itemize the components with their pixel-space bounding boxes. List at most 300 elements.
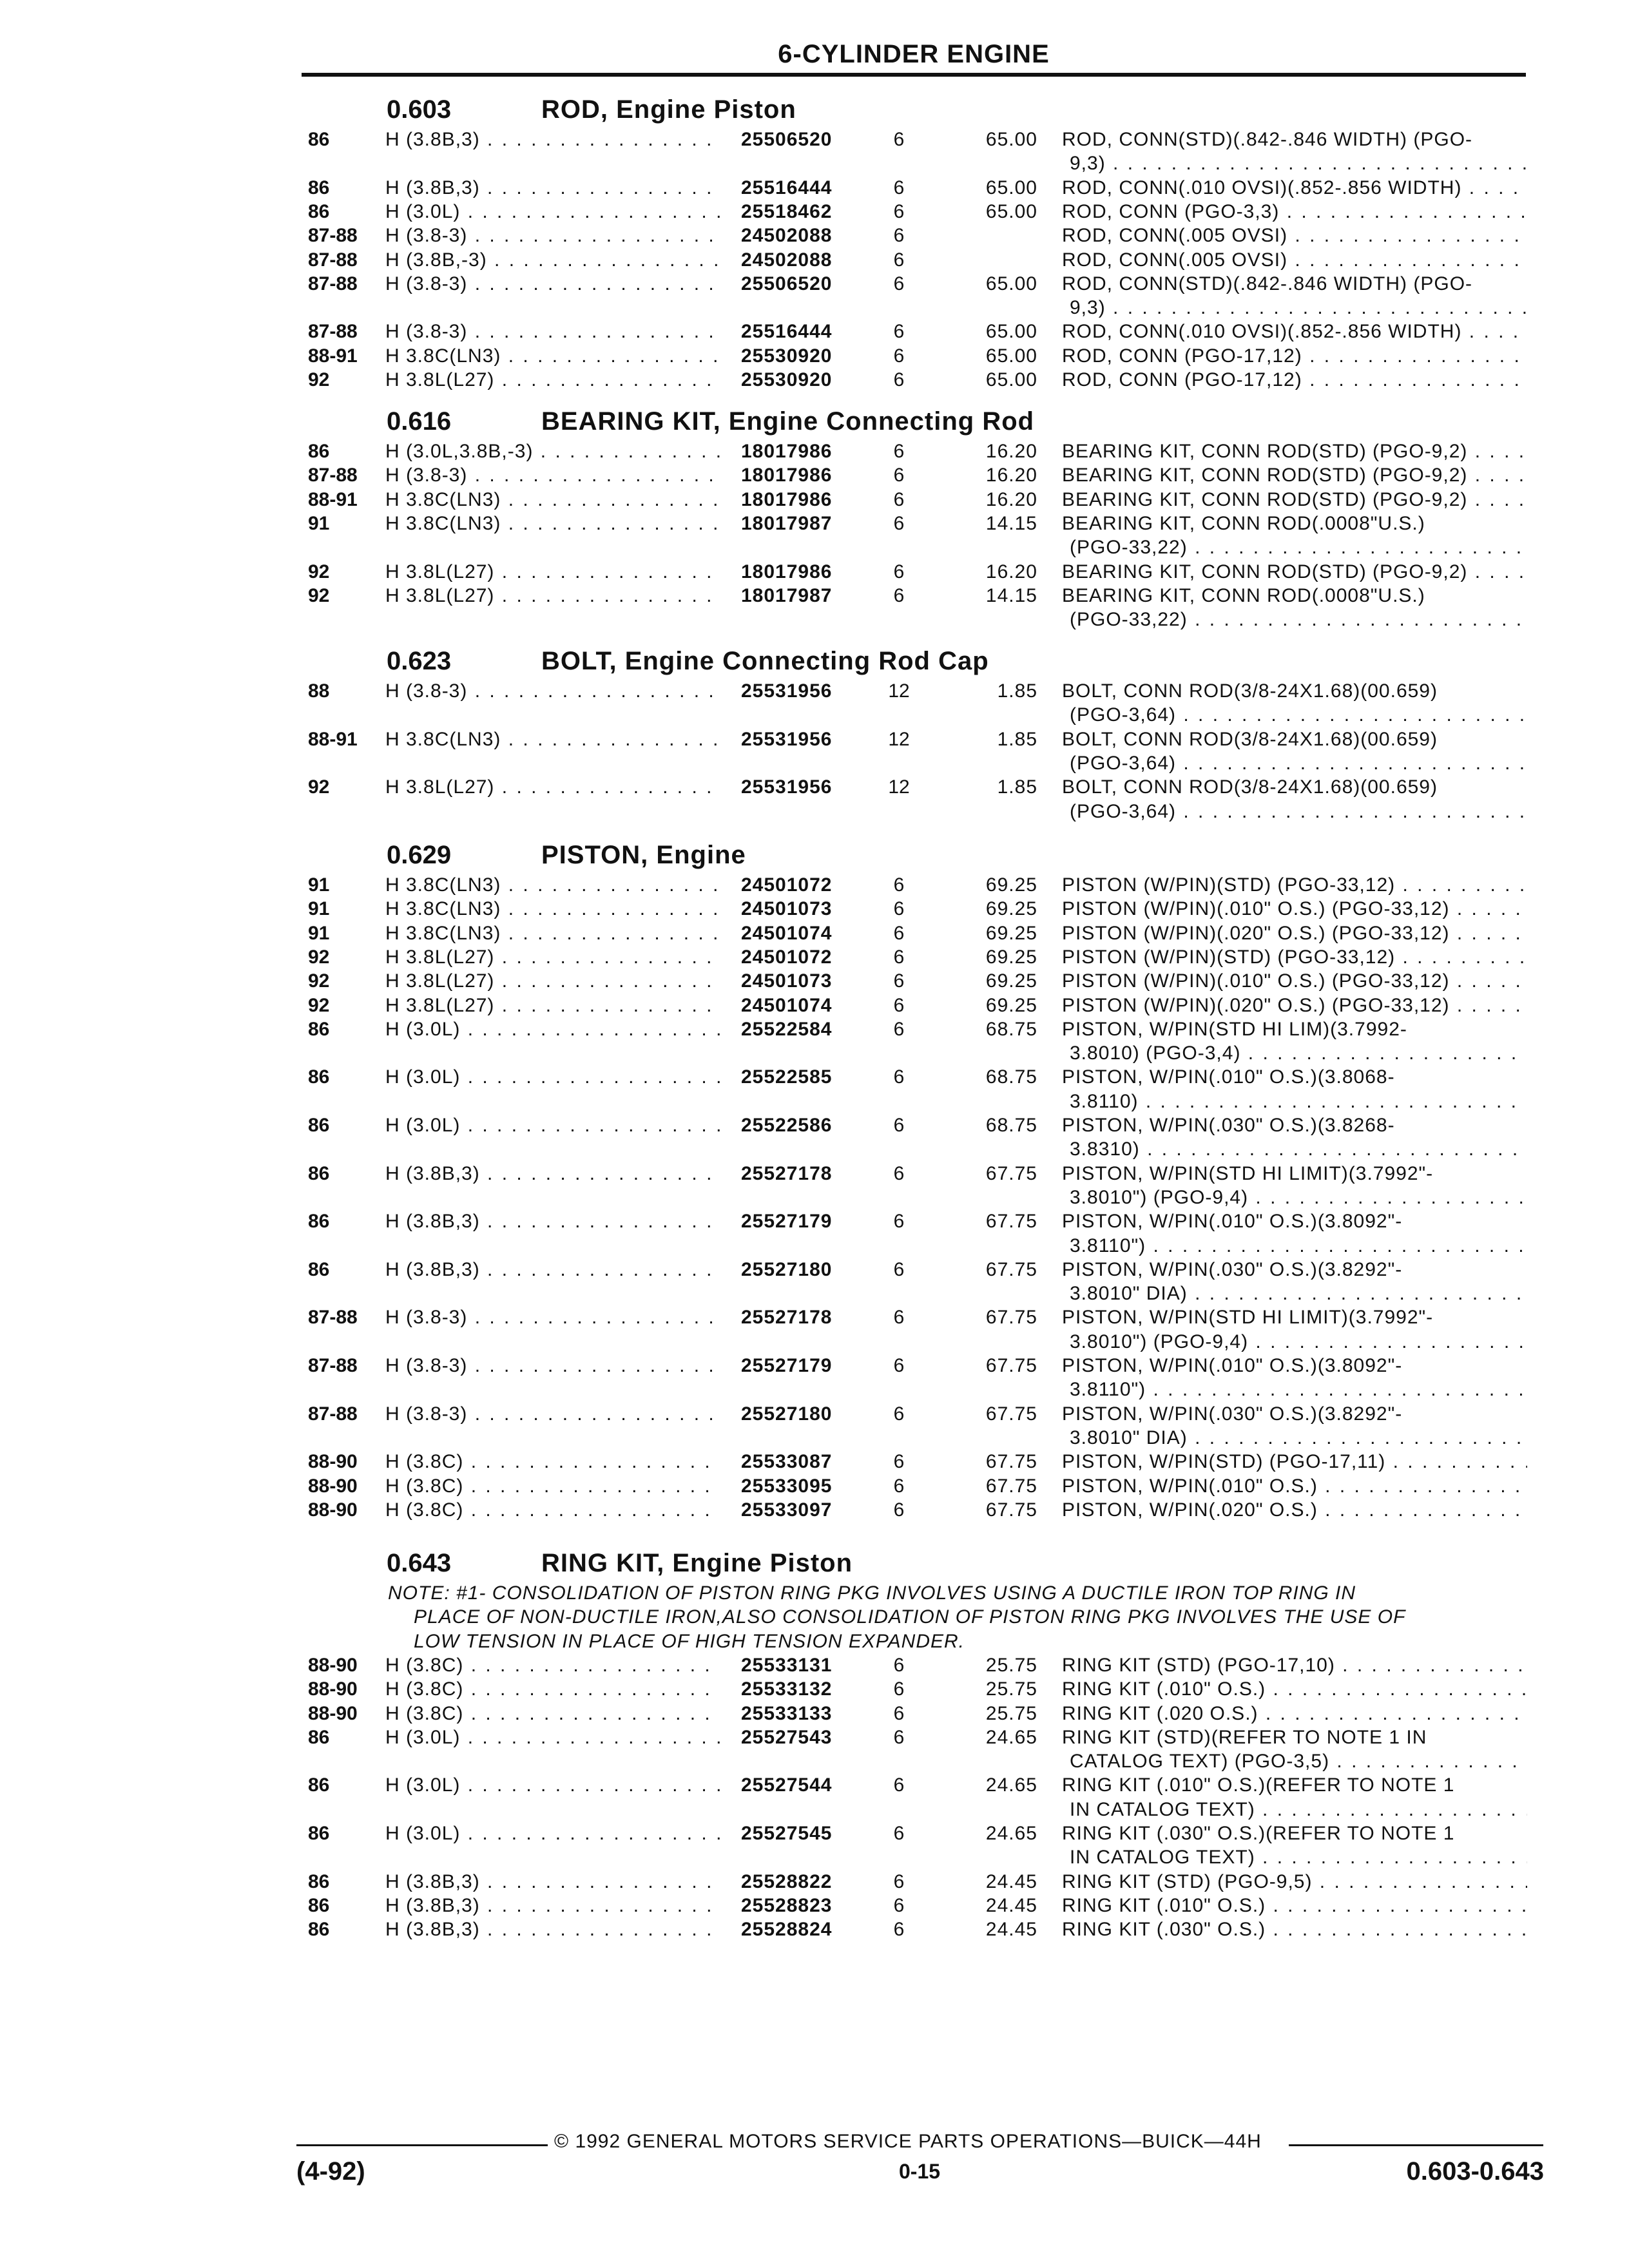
part-number: 25506520 [741, 273, 833, 294]
quantity: 6 [893, 874, 905, 896]
part-row [0, 1066, 1629, 1090]
quantity: 6 [893, 129, 905, 150]
title-rule [302, 73, 1526, 77]
part-number: 25531956 [741, 680, 833, 702]
quantity: 6 [893, 1258, 905, 1280]
quantity: 6 [893, 1870, 905, 1892]
part-number: 25533095 [741, 1475, 833, 1497]
part-number: 25533087 [741, 1451, 833, 1473]
model-year: 86 [308, 1894, 330, 1916]
part-description: ROD, CONN(.005 OVSI) . . . [1062, 225, 1527, 247]
model-code: H 3.8L(L27) . . . [385, 776, 720, 798]
model-code: H (3.0L) . . . [385, 1115, 720, 1137]
quantity: 6 [893, 1307, 905, 1329]
price: 24.65 [985, 1823, 1037, 1844]
footer-page-number: 0-15 [899, 2160, 941, 2183]
part-row [0, 947, 1629, 970]
model-code: H (3.8B,3) . . . [385, 1871, 720, 1893]
part-number: 25533133 [741, 1702, 833, 1724]
part-row [0, 1355, 1629, 1379]
model-year: 91 [308, 874, 330, 896]
part-number: 25522586 [741, 1115, 833, 1136]
description-continuation-text: (PGO-3,64) . . . [1070, 704, 1527, 726]
description-continuation-text: (PGO-33,22) . . . [1070, 609, 1527, 630]
model-year: 88-90 [308, 1702, 358, 1724]
section-title: RING KIT, Engine Piston [541, 1549, 853, 1577]
part-description: ROD, CONN(.010 OVSI)(.852-.856 WIDTH) . . . [1062, 321, 1527, 343]
model-code: H (3.8B,3) . . . [385, 177, 720, 199]
quantity: 6 [893, 1774, 905, 1796]
price: 65.00 [985, 345, 1037, 367]
model-year: 87-88 [308, 1355, 358, 1376]
part-row [0, 513, 1629, 537]
part-description: RING KIT (.010" O.S.)(REFER TO NOTE 1 [1062, 1774, 1455, 1796]
part-row [0, 1307, 1629, 1331]
part-row [0, 776, 1629, 800]
model-code: H 3.8C(LN3) . . . [385, 489, 720, 511]
model-code: H (3.8B,3) . . . [385, 1895, 720, 1917]
part-description-continued [1070, 1379, 1527, 1403]
quantity: 12 [888, 680, 910, 702]
price: 68.75 [985, 1115, 1037, 1136]
price: 16.20 [985, 561, 1037, 582]
model-code: H 3.8C(LN3) . . . [385, 923, 720, 945]
part-number: 25533131 [741, 1654, 833, 1676]
model-code: H 3.8L(L27) . . . [385, 369, 720, 391]
part-row [0, 923, 1629, 947]
section-title: BEARING KIT, Engine Connecting Rod [541, 407, 1035, 436]
part-description-continued [1070, 297, 1527, 321]
model-code: H 3.8L(L27) . . . [385, 585, 720, 607]
model-code: H (3.8-3) . . . [385, 225, 720, 247]
price: 24.65 [985, 1774, 1037, 1796]
model-code: H (3.0L) . . . [385, 201, 720, 223]
quantity: 6 [893, 369, 905, 390]
section-title: BOLT, Engine Connecting Rod Cap [541, 647, 989, 675]
model-year: 86 [308, 1018, 330, 1040]
part-number: 25531956 [741, 776, 833, 798]
quantity: 6 [893, 1355, 905, 1376]
part-row [0, 465, 1629, 488]
price: 67.75 [985, 1499, 1037, 1521]
part-number: 25516444 [741, 177, 833, 198]
section-note-line: PLACE OF NON-DUCTILE IRON,ALSO CONSOLIDATION OF PISTON RING PKG INVOLVES THE USE OF [414, 1606, 1406, 1628]
section-number: 0.616 [387, 407, 452, 436]
quantity: 6 [893, 1403, 905, 1425]
price: 67.75 [985, 1307, 1037, 1329]
part-description: BEARING KIT, CONN ROD(STD) (PGO-9,2) . . . [1062, 465, 1527, 486]
model-code: H 3.8C(LN3) . . . [385, 898, 720, 920]
part-number: 25522584 [741, 1018, 833, 1040]
price: 14.15 [985, 584, 1037, 606]
part-description: PISTON, W/PIN(.030" O.S.)(3.8292"- [1062, 1403, 1403, 1425]
price: 67.75 [985, 1403, 1037, 1425]
description-continuation-text: (PGO-3,64) . . . [1070, 801, 1527, 822]
model-code: H (3.8B,3) . . . [385, 1163, 720, 1185]
model-code: H (3.8C) . . . [385, 1678, 720, 1700]
description-continuation-text: 3.8010) (PGO-3,4) . . . [1070, 1043, 1527, 1064]
model-code: H (3.8-3) . . . [385, 465, 720, 486]
price: 24.45 [985, 1894, 1037, 1916]
part-description-continued [1070, 1847, 1527, 1870]
part-number: 25527179 [741, 1211, 833, 1233]
model-year: 88-90 [308, 1499, 358, 1521]
price: 69.25 [985, 874, 1037, 896]
part-description: BOLT, CONN ROD(3/8-24X1.68)(00.659) [1062, 776, 1438, 798]
model-year: 92 [308, 561, 330, 582]
part-description-continued [1070, 704, 1527, 728]
part-description: PISTON, W/PIN(STD HI LIMIT)(3.7992"- [1062, 1162, 1434, 1184]
part-number: 25527178 [741, 1307, 833, 1329]
part-description-continued [1070, 1187, 1527, 1211]
model-code: H (3.0L) . . . [385, 1066, 720, 1088]
model-year: 87-88 [308, 225, 358, 247]
part-description: BEARING KIT, CONN ROD(STD) (PGO-9,2) . . . [1062, 441, 1527, 463]
price: 65.00 [985, 129, 1037, 150]
part-number: 25516444 [741, 321, 833, 343]
part-description: BEARING KIT, CONN ROD(.0008"U.S.) [1062, 584, 1425, 606]
model-code: H 3.8L(L27) . . . [385, 970, 720, 992]
model-year: 87-88 [308, 273, 358, 294]
model-year: 92 [308, 584, 330, 606]
model-year: 91 [308, 922, 330, 944]
model-year: 88-90 [308, 1678, 358, 1700]
quantity: 6 [893, 1654, 905, 1676]
part-number: 18017986 [741, 561, 833, 582]
section-number: 0.603 [387, 95, 452, 124]
part-row [0, 1919, 1629, 1943]
part-number: 24501072 [741, 874, 833, 896]
part-number: 25527179 [741, 1355, 833, 1376]
part-description: PISTON (W/PIN)(.010" O.S.) (PGO-33,12) . . . [1062, 970, 1527, 992]
price: 16.20 [985, 441, 1037, 462]
model-year: 87-88 [308, 321, 358, 343]
model-year: 86 [308, 1823, 330, 1844]
price: 16.20 [985, 465, 1037, 486]
model-code: H 3.8L(L27) . . . [385, 561, 720, 583]
model-code: H (3.8B,-3) . . . [385, 249, 720, 271]
part-description-continued [1070, 1751, 1527, 1774]
part-number: 25533097 [741, 1499, 833, 1521]
part-description-continued [1070, 1043, 1527, 1066]
part-row [0, 1678, 1629, 1702]
part-description: BEARING KIT, CONN ROD(.0008"U.S.) [1062, 512, 1425, 534]
page-title: 6-CYLINDER ENGINE [778, 40, 1050, 68]
part-description: ROD, CONN (PGO-17,12) . . . [1062, 345, 1527, 367]
part-number: 24501073 [741, 970, 833, 992]
part-row [0, 1163, 1629, 1187]
price: 1.85 [997, 680, 1037, 702]
model-year: 91 [308, 898, 330, 920]
part-description: ROD, CONN(STD)(.842-.846 WIDTH) (PGO- [1062, 273, 1473, 294]
description-continuation-text: 9,3) . . . [1070, 153, 1527, 174]
part-description-continued [1070, 153, 1527, 177]
model-year: 87-88 [308, 1403, 358, 1425]
model-code: H (3.8-3) . . . [385, 1403, 720, 1425]
part-number: 25527545 [741, 1823, 833, 1844]
description-continuation-text: 3.8010") (PGO-9,4) . . . [1070, 1331, 1527, 1352]
model-year: 86 [308, 441, 330, 462]
part-description-continued [1070, 801, 1527, 825]
price: 68.75 [985, 1018, 1037, 1040]
part-row [0, 177, 1629, 201]
part-description-continued [1070, 609, 1527, 633]
part-description: ROD, CONN(.005 OVSI) . . . [1062, 249, 1527, 271]
part-row [0, 129, 1629, 153]
model-year: 86 [308, 1066, 330, 1088]
part-description: PISTON, W/PIN(.010" O.S.) . . . [1062, 1475, 1527, 1497]
quantity: 6 [893, 1499, 905, 1521]
description-continuation-text: IN CATALOG TEXT) . . . [1070, 1847, 1527, 1868]
part-description-continued [1070, 1331, 1527, 1355]
part-row [0, 1727, 1629, 1751]
part-description: PISTON, W/PIN(.010" O.S.)(3.8092"- [1062, 1211, 1403, 1233]
part-row [0, 585, 1629, 609]
price: 65.00 [985, 321, 1037, 343]
price: 67.75 [985, 1355, 1037, 1376]
part-description: RING KIT (.010" O.S.) . . . [1062, 1895, 1527, 1917]
model-year: 87-88 [308, 1307, 358, 1329]
part-number: 24501074 [741, 922, 833, 944]
part-description: PISTON, W/PIN(.030" O.S.)(3.8268- [1062, 1115, 1395, 1136]
part-description: RING KIT (STD)(REFER TO NOTE 1 IN [1062, 1726, 1427, 1748]
description-continuation-text: (PGO-33,22) . . . [1070, 537, 1527, 558]
model-code: H (3.0L) . . . [385, 1727, 720, 1749]
part-description: BEARING KIT, CONN ROD(STD) (PGO-9,2) . . . [1062, 489, 1527, 511]
price: 65.00 [985, 273, 1037, 294]
quantity: 12 [888, 728, 910, 750]
part-description: PISTON, W/PIN(STD HI LIM)(3.7992- [1062, 1018, 1407, 1040]
model-code: H (3.8C) . . . [385, 1655, 720, 1677]
price: 65.00 [985, 177, 1037, 198]
price: 69.25 [985, 946, 1037, 968]
model-code: H 3.8C(LN3) . . . [385, 513, 720, 535]
part-row [0, 1774, 1629, 1798]
part-number: 25506520 [741, 129, 833, 150]
description-continuation-text: 3.8010" DIA) . . . [1070, 1283, 1527, 1304]
quantity: 6 [893, 321, 905, 343]
quantity: 6 [893, 273, 905, 294]
price: 65.00 [985, 369, 1037, 390]
section-number: 0.643 [387, 1549, 452, 1577]
part-number: 25522585 [741, 1066, 833, 1088]
quantity: 6 [893, 465, 905, 486]
part-description: BOLT, CONN ROD(3/8-24X1.68)(00.659) [1062, 728, 1438, 750]
model-year: 88-91 [308, 345, 358, 367]
part-description-continued [1070, 1427, 1527, 1451]
model-year: 86 [308, 1726, 330, 1748]
section-note-line: NOTE: #1- CONSOLIDATION OF PISTON RING PKG INVOLVES USING A DUCTILE IRON TOP RING IN [388, 1582, 1356, 1604]
part-number: 25518462 [741, 200, 833, 222]
price: 67.75 [985, 1162, 1037, 1184]
part-number: 25527543 [741, 1726, 833, 1748]
part-number: 25531956 [741, 728, 833, 750]
section-number: 0.629 [387, 841, 452, 869]
quantity: 6 [893, 970, 905, 992]
part-description-continued [1070, 1235, 1527, 1259]
model-year: 92 [308, 970, 330, 992]
description-continuation-text: 3.8010" DIA) . . . [1070, 1427, 1527, 1448]
price: 24.45 [985, 1870, 1037, 1892]
part-description: PISTON, W/PIN(.020" O.S.) . . . [1062, 1499, 1527, 1521]
part-description: PISTON (W/PIN)(STD) (PGO-33,12) . . . [1062, 947, 1527, 968]
model-code: H 3.8C(LN3) . . . [385, 729, 720, 751]
price: 68.75 [985, 1066, 1037, 1088]
part-row [0, 1655, 1629, 1678]
quantity: 6 [893, 922, 905, 944]
price: 24.65 [985, 1726, 1037, 1748]
quantity: 6 [893, 1211, 905, 1233]
quantity: 6 [893, 1162, 905, 1184]
part-row [0, 874, 1629, 898]
part-description: RING KIT (.010" O.S.) . . . [1062, 1678, 1527, 1700]
part-description: BEARING KIT, CONN ROD(STD) (PGO-9,2) . . . [1062, 561, 1527, 583]
part-description-continued [1070, 537, 1527, 561]
model-code: H (3.0L) . . . [385, 1774, 720, 1796]
quantity: 6 [893, 200, 905, 222]
part-row [0, 680, 1629, 704]
part-description: PISTON (W/PIN)(STD) (PGO-33,12) . . . [1062, 874, 1527, 896]
model-code: H (3.8C) . . . [385, 1451, 720, 1473]
quantity: 12 [888, 776, 910, 798]
part-number: 18017986 [741, 488, 833, 510]
footer-rule-right [1289, 2144, 1543, 2146]
part-row [0, 1823, 1629, 1847]
part-row [0, 1451, 1629, 1475]
part-number: 25528822 [741, 1870, 833, 1892]
model-code: H 3.8L(L27) . . . [385, 995, 720, 1017]
part-row [0, 561, 1629, 585]
model-year: 86 [308, 1258, 330, 1280]
part-number: 24502088 [741, 249, 833, 271]
section-title: PISTON, Engine [541, 841, 746, 869]
part-number: 25528823 [741, 1894, 833, 1916]
model-code: H (3.8B,3) . . . [385, 1211, 720, 1233]
part-description: PISTON, W/PIN(STD) (PGO-17,11) . . . [1062, 1451, 1527, 1473]
part-row [0, 970, 1629, 994]
price: 67.75 [985, 1475, 1037, 1497]
part-row [0, 225, 1629, 249]
model-code: H (3.8-3) . . . [385, 1307, 720, 1329]
part-description: RING KIT (STD) (PGO-9,5) . . . [1062, 1871, 1527, 1893]
section-title: ROD, Engine Piston [541, 95, 796, 124]
part-row [0, 898, 1629, 922]
part-row [0, 249, 1629, 273]
model-year: 87-88 [308, 465, 358, 486]
part-description: RING KIT (.020 O.S.) . . . [1062, 1703, 1527, 1725]
part-row [0, 1115, 1629, 1139]
part-description: BOLT, CONN ROD(3/8-24X1.68)(00.659) [1062, 680, 1438, 702]
price: 1.85 [997, 776, 1037, 798]
model-year: 86 [308, 1115, 330, 1136]
part-row [0, 1871, 1629, 1895]
part-row [0, 729, 1629, 753]
part-description: PISTON, W/PIN(.010" O.S.)(3.8092"- [1062, 1355, 1403, 1376]
part-row [0, 1403, 1629, 1427]
part-description: ROD, CONN (PGO-3,3) . . . [1062, 201, 1527, 223]
quantity: 6 [893, 225, 905, 247]
footer-date: (4-92) [296, 2157, 365, 2186]
model-year: 88-90 [308, 1654, 358, 1676]
quantity: 6 [893, 994, 905, 1016]
quantity: 6 [893, 1066, 905, 1088]
price: 65.00 [985, 200, 1037, 222]
price: 69.25 [985, 922, 1037, 944]
price: 14.15 [985, 512, 1037, 534]
part-description: RING KIT (STD) (PGO-17,10) . . . [1062, 1655, 1527, 1677]
part-description-continued [1070, 1799, 1527, 1823]
model-code: H (3.0L,3.8B,-3) . . . [385, 441, 720, 463]
model-year: 86 [308, 1774, 330, 1796]
description-continuation-text: 3.8110) . . . [1070, 1091, 1527, 1112]
price: 25.75 [985, 1654, 1037, 1676]
model-year: 88 [308, 680, 330, 702]
part-description-continued [1070, 753, 1527, 776]
model-code: H 3.8C(LN3) . . . [385, 345, 720, 367]
quantity: 6 [893, 1823, 905, 1844]
part-description-continued [1070, 1091, 1527, 1115]
model-code: H (3.0L) . . . [385, 1019, 720, 1041]
model-year: 91 [308, 512, 330, 534]
model-year: 87-88 [308, 249, 358, 271]
part-number: 18017987 [741, 584, 833, 606]
price: 24.45 [985, 1919, 1037, 1941]
model-year: 88-90 [308, 1475, 358, 1497]
description-continuation-text: 3.8110") . . . [1070, 1379, 1527, 1400]
part-row [0, 321, 1629, 345]
part-row [0, 345, 1629, 369]
description-continuation-text: IN CATALOG TEXT) . . . [1070, 1799, 1527, 1820]
footer-rule-left [296, 2144, 548, 2146]
model-year: 92 [308, 776, 330, 798]
footer-copyright: © 1992 GENERAL MOTORS SERVICE PARTS OPERATIONS—BUICK—44H [554, 2131, 1262, 2152]
price: 69.25 [985, 898, 1037, 920]
part-number: 24501072 [741, 946, 833, 968]
part-description: PISTON, W/PIN(.010" O.S.)(3.8068- [1062, 1066, 1395, 1088]
model-year: 88-91 [308, 488, 358, 510]
model-code: H (3.8B,3) . . . [385, 1259, 720, 1281]
quantity: 6 [893, 561, 905, 582]
model-year: 86 [308, 1162, 330, 1184]
quantity: 6 [893, 1919, 905, 1941]
price: 67.75 [985, 1258, 1037, 1280]
part-description: PISTON, W/PIN(.030" O.S.)(3.8292"- [1062, 1258, 1403, 1280]
quantity: 6 [893, 584, 905, 606]
section-note-line: LOW TENSION IN PLACE OF HIGH TENSION EXPANDER. [414, 1630, 965, 1652]
part-row [0, 1259, 1629, 1283]
part-number: 25527180 [741, 1258, 833, 1280]
part-number: 24501074 [741, 994, 833, 1016]
part-number: 25527544 [741, 1774, 833, 1796]
model-code: H (3.8C) . . . [385, 1703, 720, 1725]
model-code: H (3.8C) . . . [385, 1499, 720, 1521]
model-code: H (3.8-3) . . . [385, 321, 720, 343]
part-row [0, 489, 1629, 513]
model-year: 86 [308, 1870, 330, 1892]
part-description-continued [1070, 1283, 1527, 1307]
model-year: 92 [308, 994, 330, 1016]
model-year: 88-91 [308, 728, 358, 750]
price: 67.75 [985, 1211, 1037, 1233]
part-number: 25533132 [741, 1678, 833, 1700]
model-code: H (3.8-3) . . . [385, 1355, 720, 1377]
part-row [0, 1703, 1629, 1727]
quantity: 6 [893, 898, 905, 920]
quantity: 6 [893, 345, 905, 367]
model-year: 86 [308, 1211, 330, 1233]
part-row [0, 1475, 1629, 1499]
quantity: 6 [893, 1475, 905, 1497]
